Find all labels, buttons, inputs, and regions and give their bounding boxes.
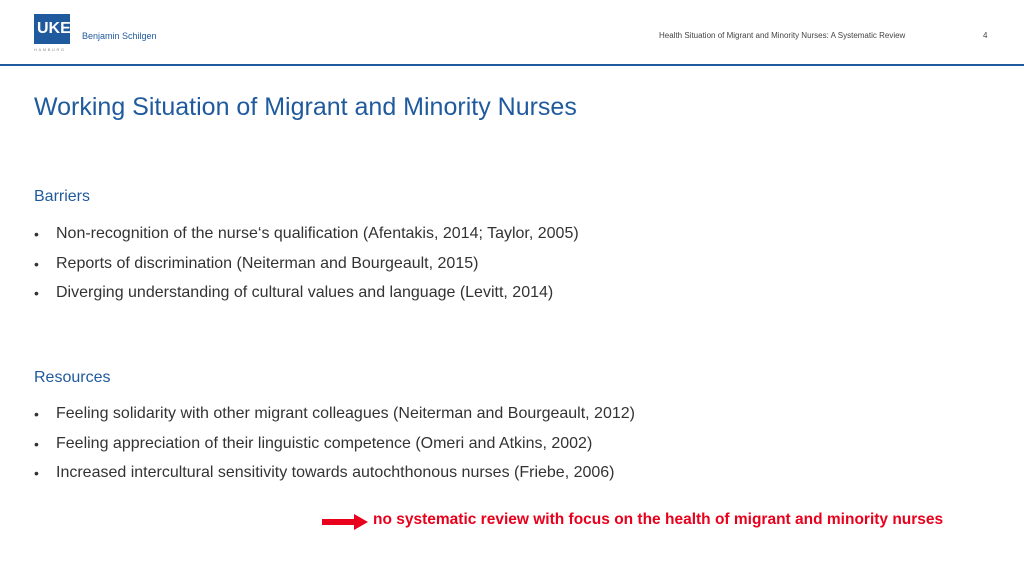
uke-logo	[34, 14, 70, 50]
logo-text: UKE	[37, 20, 71, 37]
resource-text: Feeling appreciation of their linguistic competence (Omeri and Atkins, 2002)	[56, 434, 593, 452]
resource-text: Feeling solidarity with other migrant colleagues (Neiterman and Bourgeault, 2012)	[56, 405, 635, 422]
resource-text: Increased intercultural sensitivity towards autochthonous nurses (Friebe, 2006)	[56, 464, 615, 481]
bullet-icon: •	[34, 285, 39, 301]
bullet-icon: •	[34, 226, 39, 242]
barrier-text: Non-recognition of the nurse‘s qualification (Afentakis, 2014; Taylor, 2005)	[56, 225, 579, 242]
bullet-icon: •	[34, 435, 39, 452]
logo-box	[34, 14, 70, 44]
author-name: Benjamin Schilgen	[82, 31, 157, 41]
presentation-title: Health Situation of Migrant and Minority Nurses: A Systematic Review	[659, 31, 906, 40]
barriers-heading: Barriers	[34, 188, 91, 205]
header-divider	[0, 64, 1024, 66]
bullet-icon: •	[34, 255, 39, 272]
slide-header	[0, 0, 1024, 66]
barrier-text: Diverging understanding of cultural values and language (Levitt, 2014)	[56, 284, 554, 301]
bullet-icon: •	[34, 465, 39, 481]
logo-subtext: HAMBURG	[34, 47, 66, 52]
slide-title: Working Situation of Migrant and Minority Nurses	[34, 93, 577, 121]
conclusion-note	[322, 511, 1002, 533]
resources-heading: Resources	[34, 369, 111, 386]
page-number: 4	[983, 31, 988, 40]
bullet-icon: •	[34, 406, 39, 422]
conclusion-text: no systematic review with focus on the health of migrant and minority nurses	[373, 511, 944, 528]
barrier-text: Reports of discrimination (Neiterman and Bourgeault, 2015)	[56, 254, 479, 272]
right-arrow-icon	[322, 514, 368, 530]
